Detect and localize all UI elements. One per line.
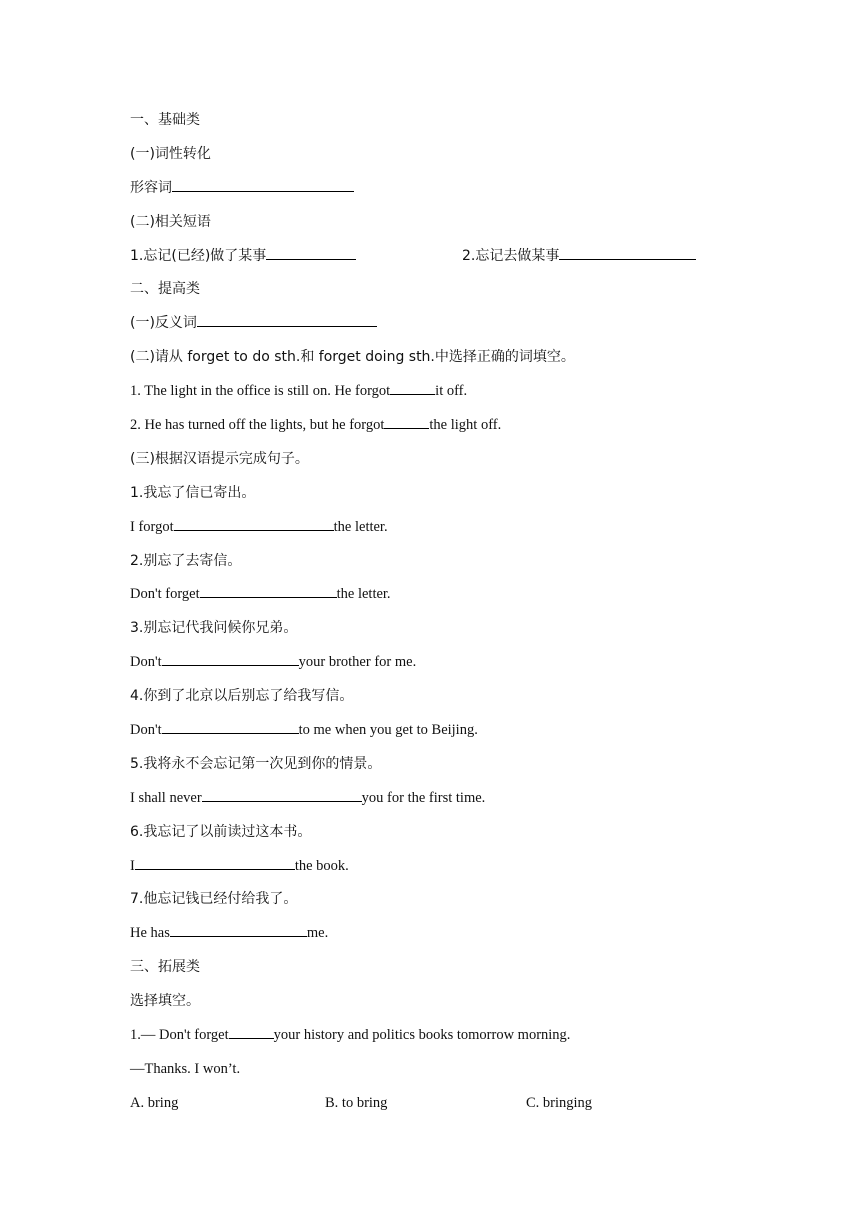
item3-en [130, 651, 770, 685]
section3-title: 三、拓展类 [130, 959, 200, 976]
item7-en [130, 922, 770, 956]
s3-q1-blank[interactable] [229, 1024, 274, 1039]
adjective-blank[interactable] [172, 177, 354, 192]
antonym-line [130, 312, 770, 346]
item7-cn: 7.他忘记钱已经付给我了。 [130, 891, 298, 908]
options-line [130, 1092, 770, 1126]
item5-blank[interactable] [202, 787, 362, 802]
item2-text-b: the letter. [336, 586, 391, 603]
section2-title: 二、提高类 [130, 281, 200, 298]
q2-text-a: 2. He has turned off the lights, but he forgot [130, 417, 385, 434]
item1-text-b: the letter. [333, 518, 388, 535]
section2-q1 [130, 380, 770, 414]
section3-q1 [130, 1024, 770, 1058]
section2-sub3: (三)根据汉语提示完成句子。 [130, 450, 309, 467]
q1-text-b: it off. [435, 383, 468, 400]
item3-text-b: your brother for me. [298, 654, 417, 671]
item5-en [130, 787, 770, 821]
s3-q1-text-b: your history and politics books tomorrow morning. [273, 1027, 571, 1044]
section1-sub1: (一)词性转化 [130, 145, 211, 162]
item7-blank[interactable] [170, 922, 307, 937]
item4-text-a: Don't [130, 722, 162, 739]
phrase2 [462, 245, 696, 267]
q2-blank[interactable] [384, 414, 429, 429]
q1-text-a: 1. The light in the office is still on. He forgot [130, 383, 391, 400]
phrase1-blank[interactable] [266, 245, 356, 260]
antonym-blank[interactable] [197, 312, 377, 327]
item6-blank[interactable] [135, 855, 295, 870]
option-a[interactable]: A. bring [130, 1094, 179, 1111]
q1-blank[interactable] [390, 380, 435, 395]
section3-instruction: 选择填空。 [130, 993, 200, 1010]
item1-en [130, 516, 770, 550]
item4-cn: 4.你到了北京以后别忘了给我写信。 [130, 688, 354, 705]
section3-q1-reply: —Thanks. I won’t. [130, 1060, 241, 1077]
adjective-line [130, 177, 770, 211]
worksheet [130, 109, 770, 1126]
item7-text-b: me. [306, 925, 329, 942]
item5-text-b: you for the first time. [361, 789, 486, 806]
section1-sub2: (二)相关短语 [130, 213, 211, 230]
item2-en [130, 583, 770, 617]
item7-text-a: He has [130, 925, 170, 942]
item1-cn: 1.我忘了信已寄出。 [130, 484, 256, 501]
option-b[interactable]: B. to bring [325, 1094, 388, 1111]
item2-text-a: Don't forget [130, 586, 200, 603]
item6-text-a: I [130, 857, 135, 874]
item5-text-a: I shall never [130, 789, 202, 806]
item1-text-a: I forgot [130, 518, 174, 535]
phrase1-label: 1.忘记(已经)做了某事 [130, 247, 267, 264]
adjective-label: 形容词 [130, 179, 172, 196]
item5-cn: 5.我将永不会忘记第一次见到你的情景。 [130, 755, 382, 772]
item4-en [130, 719, 770, 753]
phrase2-label: 2.忘记去做某事 [462, 247, 560, 264]
item6-cn: 6.我忘记了以前读过这本书。 [130, 823, 312, 840]
item3-blank[interactable] [162, 651, 299, 666]
item6-en [130, 855, 770, 889]
q2-text-b: the light off. [429, 417, 502, 434]
item6-text-b: the book. [294, 857, 349, 874]
phrases-line [130, 245, 770, 279]
item4-text-b: to me when you get to Beijing. [298, 722, 478, 739]
antonym-label: (一)反义词 [130, 315, 197, 332]
item3-cn: 3.别忘记代我问候你兄弟。 [130, 620, 298, 637]
item2-cn: 2.别忘了去寄信。 [130, 552, 242, 569]
section2-q2 [130, 414, 770, 448]
phrase2-blank[interactable] [559, 245, 696, 260]
item2-blank[interactable] [200, 583, 337, 598]
section2-sub2: (二)请从 forget to do sth.和 forget doing sth.中选择正确的词填空。 [130, 349, 575, 366]
item4-blank[interactable] [162, 719, 299, 734]
option-c[interactable]: C. bringing [526, 1094, 593, 1111]
item1-blank[interactable] [174, 516, 334, 531]
item3-text-a: Don't [130, 654, 162, 671]
s3-q1-text-a: 1.— Don't forget [130, 1027, 229, 1044]
section1-title: 一、基础类 [130, 112, 200, 128]
